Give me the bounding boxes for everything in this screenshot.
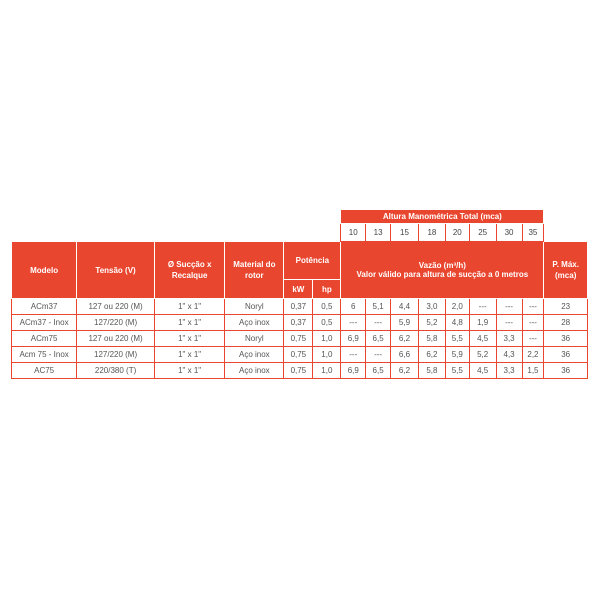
cell-flow: 5,1 bbox=[366, 299, 391, 315]
height-20: 20 bbox=[445, 224, 469, 242]
header-vazao bbox=[341, 242, 544, 299]
header-kw: kW bbox=[284, 280, 313, 299]
header-succao: Ø Sucção x Recalque bbox=[154, 242, 224, 299]
cell-hp: 1,0 bbox=[313, 363, 341, 379]
cell-modelo: Acm 75 - Inox bbox=[12, 347, 77, 363]
cell-flow: 3,3 bbox=[496, 363, 522, 379]
cell-material: Noryl bbox=[225, 331, 284, 347]
cell-flow: --- bbox=[522, 331, 544, 347]
cell-modelo: ACm37 - Inox bbox=[12, 315, 77, 331]
cell-pmax: 28 bbox=[544, 315, 588, 331]
cell-flow: 4,5 bbox=[469, 331, 496, 347]
cell-pmax: 23 bbox=[544, 299, 588, 315]
cell-flow: 1,5 bbox=[522, 363, 544, 379]
header-modelo: Modelo bbox=[12, 242, 77, 299]
header-hp: hp bbox=[313, 280, 341, 299]
cell-pmax: 36 bbox=[544, 347, 588, 363]
cell-flow: 6,2 bbox=[391, 363, 419, 379]
cell-flow: 6,9 bbox=[341, 331, 366, 347]
height-30: 30 bbox=[496, 224, 522, 242]
cell-flow: --- bbox=[522, 315, 544, 331]
cell-flow: --- bbox=[366, 347, 391, 363]
cell-flow: 6,2 bbox=[418, 347, 445, 363]
cell-kw: 0,75 bbox=[284, 363, 313, 379]
cell-flow: 5,8 bbox=[418, 331, 445, 347]
cell-modelo: ACm37 bbox=[12, 299, 77, 315]
height-35: 35 bbox=[522, 224, 544, 242]
cell-flow: 6,2 bbox=[391, 331, 419, 347]
header-potencia: Potência bbox=[284, 242, 341, 280]
cell-flow: 5,2 bbox=[418, 315, 445, 331]
table-row bbox=[12, 299, 588, 315]
cell-material: Aço inox bbox=[225, 315, 284, 331]
cell-tensao: 127/220 (M) bbox=[77, 347, 155, 363]
height-15: 15 bbox=[391, 224, 419, 242]
cell-flow: 4,4 bbox=[391, 299, 419, 315]
cell-succao: 1" x 1" bbox=[154, 363, 224, 379]
cell-succao: 1" x 1" bbox=[154, 315, 224, 331]
cell-flow: 3,3 bbox=[496, 331, 522, 347]
cell-flow: 6 bbox=[341, 299, 366, 315]
cell-pmax: 36 bbox=[544, 363, 588, 379]
cell-modelo: ACm75 bbox=[12, 331, 77, 347]
cell-flow: --- bbox=[496, 315, 522, 331]
cell-flow: --- bbox=[522, 299, 544, 315]
cell-hp: 0,5 bbox=[313, 299, 341, 315]
cell-kw: 0,37 bbox=[284, 315, 313, 331]
header-tensao: Tensão (V) bbox=[77, 242, 155, 299]
height-10: 10 bbox=[341, 224, 366, 242]
table-row bbox=[12, 315, 588, 331]
cell-flow: 4,5 bbox=[469, 363, 496, 379]
table-row bbox=[12, 331, 588, 347]
cell-flow: 5,5 bbox=[445, 363, 469, 379]
cell-flow: 6,5 bbox=[366, 331, 391, 347]
vazao-note: Valor válido para altura de sucção a 0 metros bbox=[356, 270, 529, 279]
cell-tensao: 127/220 (M) bbox=[77, 315, 155, 331]
cell-flow: --- bbox=[366, 315, 391, 331]
cell-material: Aço inox bbox=[225, 347, 284, 363]
cell-flow: 5,9 bbox=[391, 315, 419, 331]
header-pmax: P. Máx. (mca) bbox=[544, 242, 588, 299]
cell-succao: 1" x 1" bbox=[154, 299, 224, 315]
cell-flow: 2,0 bbox=[445, 299, 469, 315]
cell-flow: --- bbox=[341, 347, 366, 363]
cell-tensao: 127 ou 220 (M) bbox=[77, 331, 155, 347]
height-25: 25 bbox=[469, 224, 496, 242]
table-row bbox=[12, 347, 588, 363]
cell-flow: --- bbox=[341, 315, 366, 331]
height-13: 13 bbox=[366, 224, 391, 242]
cell-flow: 5,5 bbox=[445, 331, 469, 347]
cell-hp: 0,5 bbox=[313, 315, 341, 331]
cell-flow: 5,9 bbox=[445, 347, 469, 363]
cell-flow: 5,8 bbox=[418, 363, 445, 379]
cell-tensao: 127 ou 220 (M) bbox=[77, 299, 155, 315]
cell-succao: 1" x 1" bbox=[154, 331, 224, 347]
cell-hp: 1,0 bbox=[313, 347, 341, 363]
cell-flow: 3,0 bbox=[418, 299, 445, 315]
cell-flow: --- bbox=[469, 299, 496, 315]
cell-flow: 1,9 bbox=[469, 315, 496, 331]
cell-kw: 0,75 bbox=[284, 347, 313, 363]
cell-material: Aço inox bbox=[225, 363, 284, 379]
pump-spec-table bbox=[11, 209, 588, 379]
cell-flow: --- bbox=[496, 299, 522, 315]
cell-hp: 1,0 bbox=[313, 331, 341, 347]
cell-flow: 6,9 bbox=[341, 363, 366, 379]
cell-flow: 6,5 bbox=[366, 363, 391, 379]
altura-header: Altura Manométrica Total (mca) bbox=[341, 210, 544, 224]
cell-modelo: AC75 bbox=[12, 363, 77, 379]
table-row bbox=[12, 363, 588, 379]
cell-kw: 0,37 bbox=[284, 299, 313, 315]
cell-material: Noryl bbox=[225, 299, 284, 315]
cell-kw: 0,75 bbox=[284, 331, 313, 347]
header-material: Material do rotor bbox=[225, 242, 284, 299]
cell-tensao: 220/380 (T) bbox=[77, 363, 155, 379]
cell-succao: 1" x 1" bbox=[154, 347, 224, 363]
vazao-title: Vazão (m³/h) bbox=[418, 261, 466, 270]
cell-pmax: 36 bbox=[544, 331, 588, 347]
height-18: 18 bbox=[418, 224, 445, 242]
cell-flow: 5,2 bbox=[469, 347, 496, 363]
cell-flow: 4,3 bbox=[496, 347, 522, 363]
cell-flow: 6,6 bbox=[391, 347, 419, 363]
cell-flow: 2,2 bbox=[522, 347, 544, 363]
cell-flow: 4,8 bbox=[445, 315, 469, 331]
